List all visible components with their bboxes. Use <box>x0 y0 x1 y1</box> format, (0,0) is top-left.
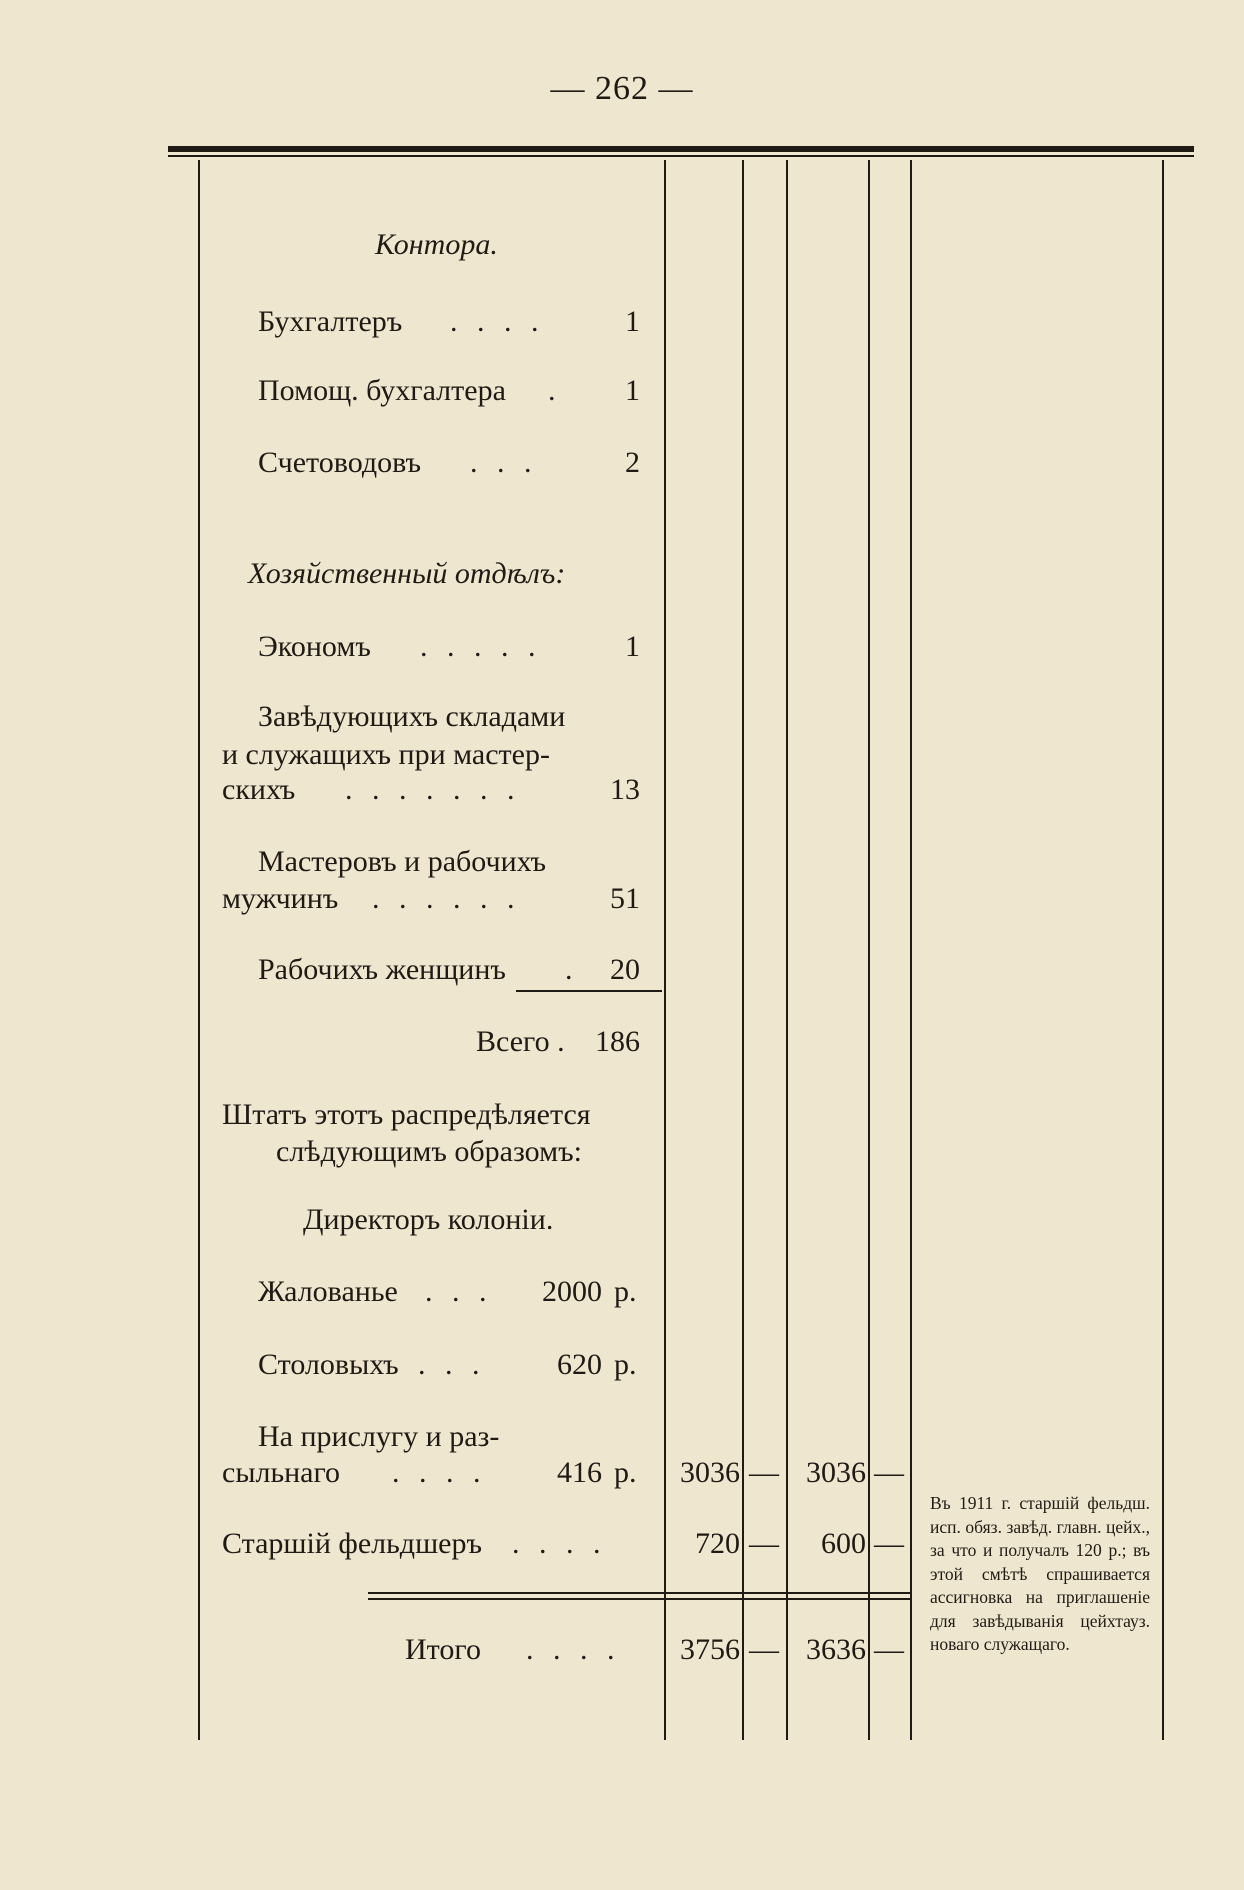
steward-label: Экономъ <box>258 630 371 663</box>
meals-label: Столовыхъ <box>258 1348 399 1381</box>
clerks-dots: . . . <box>470 446 538 479</box>
paramedic-dash2: — <box>874 1527 904 1560</box>
women-label: Рабочихъ женщинъ <box>258 953 506 986</box>
servant-unit: р. <box>614 1456 637 1489</box>
warehouse-dots: . . . . . . . <box>345 773 521 806</box>
column-line-4 <box>910 160 912 1740</box>
servant-amount: 416 <box>557 1456 602 1489</box>
masters-dots: . . . . . . <box>372 882 521 915</box>
distribution-line2: слѣдующимъ образомъ: <box>276 1135 582 1168</box>
margin-note: Въ 1911 г. старшій фельдш. исп. обяз. завѣд. главн. цейх., за что и получалъ 120 р.; въ этой смѣтѣ спрашивается ассигновка на приглашеніе для завѣдыванія цейхтауз. новаго служащаго. <box>930 1493 1150 1654</box>
column-line-2 <box>786 160 788 1740</box>
servant-dash2: — <box>874 1456 904 1489</box>
women-dots: . <box>565 953 573 986</box>
servant-col1: 3036 <box>680 1456 740 1489</box>
top-rule-thin <box>168 155 1194 157</box>
masters-line2: мужчинъ <box>222 882 339 915</box>
paramedic-dash1: — <box>749 1527 779 1560</box>
asst-accountant-label: Помощ. бухгалтера <box>258 374 506 407</box>
servant-dots: . . . . <box>392 1456 487 1489</box>
warehouse-line2: и служащихъ при мастер- <box>222 738 550 771</box>
servant-line1: На прислугу и раз- <box>258 1420 500 1453</box>
sum-rule <box>516 990 662 992</box>
warehouse-count: 13 <box>610 773 640 806</box>
column-line-text-end <box>664 160 666 1740</box>
itogo-col2: 3636 <box>806 1633 866 1666</box>
salary-unit: р. <box>614 1275 637 1308</box>
warehouse-line3: скихъ <box>222 773 296 806</box>
household-heading: Хозяйственный отдѣлъ: <box>248 557 566 590</box>
itogo-rule <box>368 1592 910 1594</box>
office-heading: Контора. <box>375 228 498 261</box>
director-heading: Директоръ колоніи. <box>303 1203 554 1236</box>
steward-count: 1 <box>625 630 640 663</box>
meals-unit: р. <box>614 1348 637 1381</box>
salary-label: Жалованье <box>258 1275 398 1308</box>
column-line-1 <box>742 160 744 1740</box>
top-rule <box>168 146 1194 152</box>
paramedic-col1: 720 <box>695 1527 740 1560</box>
itogo-dots: . . . . <box>526 1633 621 1666</box>
paramedic-label: Старшій фельдшеръ <box>222 1527 482 1560</box>
total-label: Всего . <box>476 1025 565 1058</box>
accountant-label: Бухгалтеръ <box>258 305 403 338</box>
steward-dots: . . . . . <box>420 630 542 663</box>
column-line-right <box>1162 160 1164 1740</box>
column-line-3 <box>868 160 870 1740</box>
servant-col2: 3036 <box>806 1456 866 1489</box>
itogo-col1: 3756 <box>680 1633 740 1666</box>
itogo-label: Итого <box>405 1633 481 1666</box>
itogo-rule-2 <box>368 1598 910 1600</box>
masters-line1: Мастеровъ и рабочихъ <box>258 845 547 878</box>
asst-accountant-count: 1 <box>625 374 640 407</box>
paramedic-dots: . . . . <box>512 1527 607 1560</box>
warehouse-line1: Завѣдующихъ складами <box>258 700 566 733</box>
meals-dots: . . . <box>418 1348 486 1381</box>
paramedic-col2: 600 <box>821 1527 866 1560</box>
masters-count: 51 <box>610 882 640 915</box>
page-number: — 262 — <box>550 70 694 107</box>
salary-dots: . . . <box>425 1275 493 1308</box>
total-count: 186 <box>595 1025 640 1058</box>
itogo-dash1: — <box>749 1633 779 1666</box>
meals-amount: 620 <box>557 1348 602 1381</box>
column-line-left <box>198 160 200 1740</box>
itogo-dash2: — <box>874 1633 904 1666</box>
accountant-count: 1 <box>625 305 640 338</box>
salary-amount: 2000 <box>542 1275 602 1308</box>
asst-accountant-dots: . <box>548 374 556 407</box>
distribution-line1: Штатъ этотъ распредѣляется <box>222 1098 591 1131</box>
servant-dash1: — <box>749 1456 779 1489</box>
clerks-label: Счетоводовъ <box>258 446 422 479</box>
women-count: 20 <box>610 953 640 986</box>
clerks-count: 2 <box>625 446 640 479</box>
accountant-dots: . . . . <box>450 305 545 338</box>
servant-line2: сыльнаго <box>222 1456 341 1489</box>
